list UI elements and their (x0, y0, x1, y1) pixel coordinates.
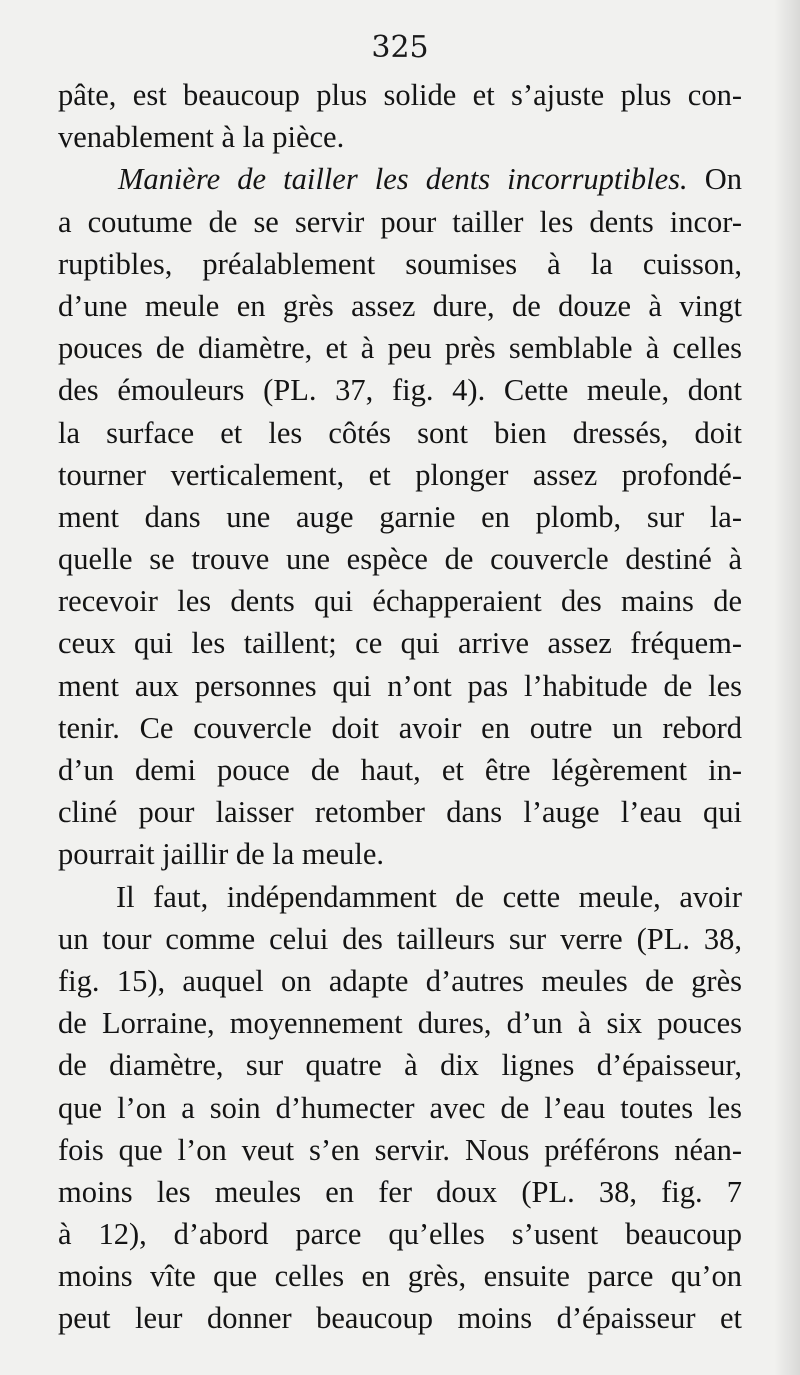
text-line: des émouleurs (PL. 37, fig. 4). Cette meule, dont (58, 373, 742, 408)
text-line: peut leur donner beaucoup moins d’épaisseur et (58, 1301, 742, 1336)
text-line: fois que l’on veut s’en servir. Nous préférons néan- (58, 1132, 742, 1167)
text-line: cliné pour laisser retomber dans l’auge l’eau qui (58, 795, 742, 830)
text-line: à 12), d’abord parce qu’elles s’usent beaucoup (58, 1217, 742, 1252)
text-line: a coutume de se servir pour tailler les dents incor- (58, 204, 742, 239)
text-line: d’une meule en grès assez dure, de douze à vingt (58, 288, 742, 323)
body-text (58, 74, 742, 1340)
text-line: tourner verticalement, et plonger assez profondé- (58, 457, 742, 492)
page-edge-shadow (774, 0, 800, 1375)
text-line: de Lorraine, moyennement dures, d’un à six pouces (58, 1006, 742, 1041)
text-line: pourrait jaillir de la meule. (58, 837, 385, 872)
text-line: moins les meules en fer doux (PL. 38, fig. 7 (58, 1174, 742, 1209)
text-line: que l’on a soin d’humecter avec de l’eau toutes les (58, 1090, 742, 1125)
text-line: tenir. Ce couvercle doit avoir en outre un rebord (58, 710, 742, 745)
text-line: pâte, est beaucoup plus solide et s’ajuste plus con- (58, 78, 742, 112)
text-line: venablement à la pièce. (58, 120, 345, 155)
text-line: ceux qui les taillent; ce qui arrive assez fréquem- (58, 626, 742, 661)
text-line: moins vîte que celles en grès, ensuite parce qu’on (58, 1259, 742, 1294)
text-line: fig. 15), auquel on adapte d’autres meules de grès (58, 963, 742, 998)
text-line: pouces de diamètre, et à peu près semblable à celles (58, 331, 742, 366)
text-line: ment dans une auge garnie en plomb, sur la- (58, 499, 742, 534)
text-line: Il faut, indépendamment de cette meule, avoir (116, 879, 742, 914)
text-line: de diamètre, sur quatre à dix lignes d’épaisseur, (58, 1048, 742, 1083)
text-line: la surface et les côtés sont bien dressés, doit (58, 415, 742, 450)
text-line: ment aux personnes qui n’ont pas l’habitude de les (58, 668, 742, 703)
text-line: quelle se trouve une espèce de couvercle destiné à (58, 542, 742, 577)
section-heading-line (58, 158, 742, 200)
section-heading: Manière de tailler les dents incorruptibles. (118, 162, 688, 197)
text-fragment: On (687, 162, 742, 197)
text-line: recevoir les dents qui échapperaient des mains de (58, 584, 742, 619)
text-line: ruptibles, préalablement soumises à la cuisson, (58, 246, 742, 281)
text-line: un tour comme celui des tailleurs sur verre (PL. 38, (58, 921, 742, 956)
page-number: 325 (371, 30, 429, 65)
text-line: d’un demi pouce de haut, et être légèrement in- (58, 753, 742, 787)
